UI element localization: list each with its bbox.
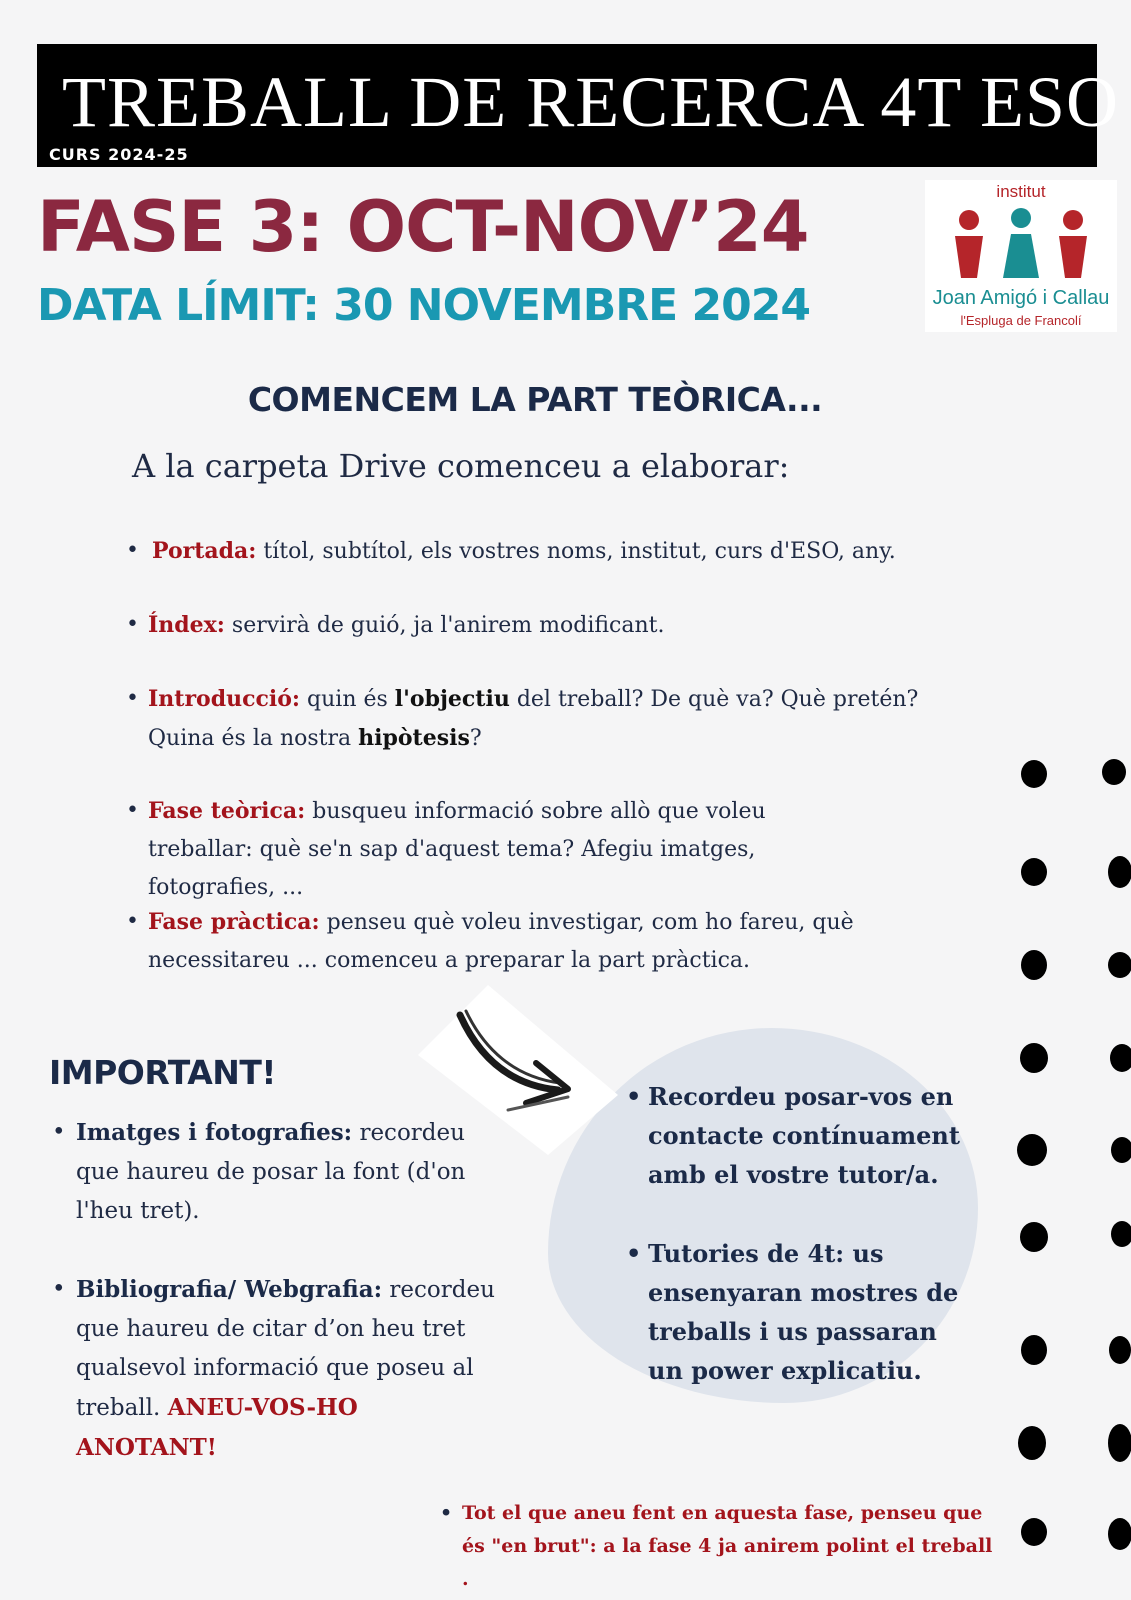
bullet-dot-icon: •: [126, 798, 139, 823]
item-label: Introducció:: [148, 686, 301, 712]
bullet-dot-icon: •: [126, 538, 139, 563]
curved-arrow-icon: [418, 985, 618, 1155]
item-bold: hipòtesis: [358, 725, 470, 751]
item-text: del treball? De què va? Què pretén? Quina és la nostra: [148, 687, 919, 751]
item-text: servirà de guió, ja l'anirem modificant.: [224, 613, 665, 638]
bullet-dot-icon: •: [126, 612, 139, 637]
bullet-dot-icon: •: [626, 1239, 642, 1268]
logo-figures-icon: [945, 206, 1097, 286]
item-emphasis: ANEU-VOS-HO ANOTANT!: [76, 1394, 358, 1461]
item-text: busqueu informació sobre allò que voleu treballar: què se'n sap d'aquest tema? Afegiu imatges, fotografies, ...: [148, 799, 766, 900]
item-label: Fase teòrica:: [148, 798, 306, 824]
bullet-dot-icon: •: [126, 909, 139, 934]
item-label: Portada:: [152, 538, 257, 564]
item-text: recordeu que haureu de posar la font (d'on l'heu tret).: [76, 1120, 466, 1224]
important-heading: IMPORTANT!: [49, 1053, 276, 1092]
deadline-title: DATA LÍMIT: 30 NOVEMBRE 2024: [37, 280, 810, 331]
item-text: títol, subtítol, els vostres noms, institut, curs d'ESO, any.: [256, 539, 896, 564]
item-bold: l'objectiu: [394, 686, 510, 712]
bullet-dot-icon: •: [626, 1082, 642, 1111]
item-label: Fase pràctica:: [148, 909, 320, 935]
item-text: penseu què voleu investigar, com ho fareu, què necessitareu ... comenceu a preparar la part pràctica.: [148, 910, 854, 973]
bullet-dot-icon: •: [440, 1502, 453, 1524]
logo-school-name: Joan Amigó i Callau: [932, 287, 1110, 309]
decorative-dots: [1010, 750, 1131, 1550]
logo-institut-text: institut: [996, 182, 1046, 201]
item-label: Imatges i fotografies:: [76, 1119, 353, 1146]
item-text: recordeu que haureu de citar d’on heu tret qualsevol informació que poseu al treball.: [76, 1277, 495, 1421]
final-note-text: Tot el que aneu fent en aquesta fase, penseu que és "en brut": a la fase 4 ja anirem polint el treball .: [462, 1502, 993, 1590]
course-label: CURS 2024-25: [49, 145, 189, 164]
phase-title: FASE 3: OCT-NOV’24: [37, 186, 809, 268]
header-band: [37, 44, 1120, 167]
main-title: TREBALL DE RECERCA 4T ESO: [62, 62, 1120, 142]
bullet-dot-icon: •: [52, 1276, 66, 1302]
logo-town: l'Espluga de Francolí: [960, 313, 1082, 328]
theory-heading: COMENCEM LA PART TEÒRICA...: [247, 380, 823, 419]
bullet-dot-icon: •: [126, 686, 139, 711]
intro-text: A la carpeta Drive comenceu a elaborar:: [132, 447, 790, 485]
item-label: Bibliografia/ Webgrafia:: [76, 1276, 383, 1303]
bullet-dot-icon: •: [52, 1119, 66, 1145]
school-logo: [925, 180, 1117, 332]
reminder-text: Recordeu posar-vos en contacte contínuament amb el vostre tutor/a.: [648, 1082, 960, 1189]
item-text: quin és: [300, 687, 395, 712]
item-label: Índex:: [148, 612, 225, 638]
item-text: ?: [469, 726, 482, 751]
reminder-text: Tutories de 4t: us ensenyaran mostres de treballs i us passaran un power explicatiu.: [648, 1239, 959, 1385]
